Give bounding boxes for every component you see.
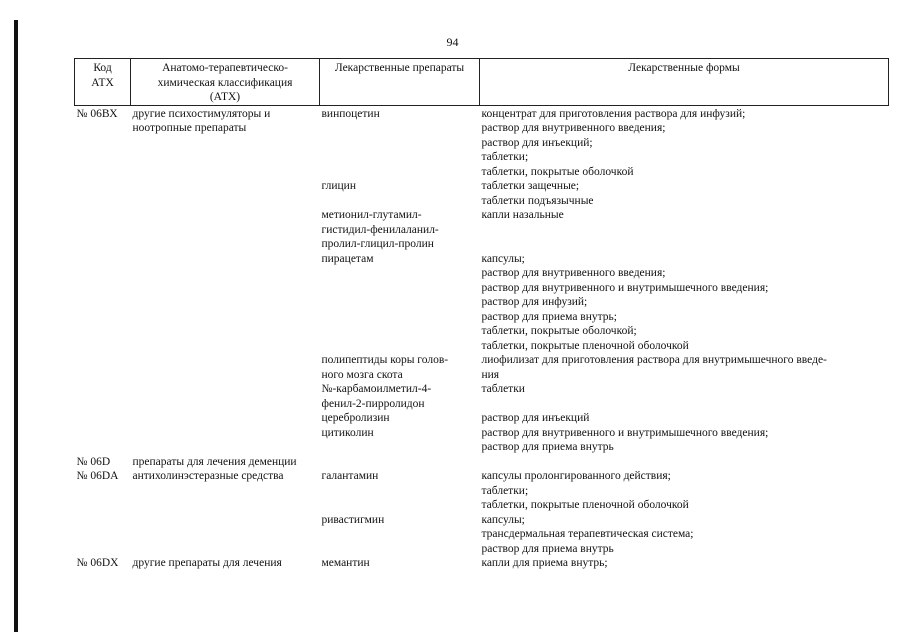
table-row (75, 411, 889, 426)
atc-code-cell (75, 556, 131, 571)
page-binding-bar (14, 20, 18, 632)
dosage-forms-cell (480, 105, 889, 179)
dosage-forms-cell (480, 513, 889, 557)
classification-line: другие психостимуляторы и (132, 107, 271, 120)
drug-name-cell (320, 426, 480, 455)
atc-code-cell (75, 105, 131, 179)
classification-line: препараты для лечения деменции (132, 455, 297, 468)
atc-classification-cell (131, 469, 320, 513)
table-row (75, 105, 889, 179)
dosage-forms-cell (480, 469, 889, 513)
dosage-form-line: капли для приема внутрь; (481, 557, 608, 569)
header-line: Код (93, 62, 112, 74)
dosage-forms-cell (480, 208, 889, 252)
drug-name-cell (320, 455, 480, 470)
dosage-form-line: раствор для приема внутрь (481, 542, 614, 555)
dosage-forms-cell (480, 556, 889, 571)
atc-classification-cell (131, 556, 320, 571)
atc-code-cell (75, 513, 131, 557)
dosage-form-line: лиофилизат для приготовления раствора для внутримышечного введе- (481, 354, 827, 366)
atc-code: № 06ВХ (76, 107, 118, 120)
drug-name-cell (320, 208, 480, 252)
atc-code-cell (75, 469, 131, 513)
atc-classification-cell (131, 513, 320, 557)
page-number: 94 (446, 35, 459, 49)
dosage-form-line: раствор для приема внутрь; (481, 310, 617, 323)
drug-name-cell (320, 469, 480, 513)
table-body (75, 105, 889, 571)
drug-name-line: винпоцетин (321, 107, 380, 120)
dosage-form-line: таблетки (481, 383, 525, 395)
drug-name-line: пролил-глицил-пролин (321, 238, 434, 250)
drug-name-line: фенил-2-пирролидон (321, 397, 425, 410)
atc-code-cell (75, 208, 131, 252)
table-row (75, 455, 889, 470)
dosage-form-line: трансдермальная терапевтическая система; (481, 528, 694, 540)
dosage-form-line: раствор для инъекций (481, 412, 590, 424)
atc-classification-cell (131, 208, 320, 252)
atc-classification-cell (131, 179, 320, 208)
table-row (75, 426, 889, 455)
dosage-form-line: таблетки, покрытые оболочкой; (481, 325, 637, 337)
classification-line: ноотропные препараты (132, 122, 247, 134)
dosage-form-line: таблетки, покрытые пленочной оболочкой (481, 339, 689, 352)
dosage-form-line: раствор для приема внутрь (481, 441, 614, 453)
drug-name-cell (320, 382, 480, 411)
header-dosage-forms: Лекарственные формы (480, 59, 889, 106)
table-row (75, 179, 889, 208)
atc-classification-cell (131, 426, 320, 455)
atc-code-cell (75, 426, 131, 455)
dosage-form-line: раствор для инфузий; (481, 296, 588, 308)
header-line: химическая классификация (157, 76, 293, 89)
dosage-form-line: раствор для инъекций; (481, 136, 593, 149)
dosage-form-line: таблетки; (481, 484, 529, 497)
drug-name-line: галантамин (321, 470, 379, 482)
table-row (75, 513, 889, 557)
dosage-forms-cell (480, 252, 889, 354)
drug-name-cell (320, 513, 480, 557)
dosage-forms-cell (480, 411, 889, 426)
dosage-form-line: таблетки, покрытые оболочкой (481, 165, 634, 178)
atc-code: № 06D (76, 455, 111, 468)
atc-classification-cell (131, 411, 320, 426)
dosage-form-line: капсулы пролонгированного действия; (481, 470, 671, 482)
drug-name-line: №-карбамоилметил-4- (321, 383, 432, 395)
dosage-forms-cell (480, 426, 889, 455)
classification-line: антихолинэстеразные средства (132, 470, 284, 482)
dosage-form-line: таблетки подъязычные (481, 194, 594, 207)
atc-code-cell (75, 382, 131, 411)
drug-name-line: цитиколин (321, 426, 374, 439)
table-row (75, 353, 889, 382)
dosage-form-line: капли назальные (481, 209, 564, 221)
dosage-form-line: раствор для внутривенного и внутримышечного введения; (481, 281, 769, 294)
drug-name-line: глицин (321, 180, 356, 192)
atc-code-cell (75, 411, 131, 426)
dosage-form-line: таблетки; (481, 151, 529, 163)
table-row (75, 382, 889, 411)
atc-code-cell (75, 252, 131, 354)
table-row (75, 252, 889, 354)
drug-name-cell (320, 411, 480, 426)
table-row (75, 556, 889, 571)
drug-name-cell (320, 556, 480, 571)
drug-name-line: пирацетам (321, 252, 374, 265)
atc-code-cell (75, 179, 131, 208)
drug-name-cell (320, 353, 480, 382)
dosage-form-line: раствор для внутривенного и внутримышечного введения; (481, 426, 769, 439)
table-header (75, 59, 889, 106)
dosage-forms-cell (480, 455, 889, 470)
drug-name-line: ного мозга скота (321, 368, 403, 381)
header-atc-code (75, 59, 131, 106)
atc-classification-cell (131, 105, 320, 179)
header-line: Анатомо-терапевтическо- (162, 62, 288, 74)
drug-name-line: мемантин (321, 557, 370, 569)
atc-classification-cell (131, 353, 320, 382)
atc-code: № 06DX (76, 557, 119, 569)
table-row (75, 208, 889, 252)
dosage-form-line: капсулы; (481, 513, 525, 526)
atc-classification-cell (131, 382, 320, 411)
dosage-form-line: раствор для внутривенного введения; (481, 122, 666, 134)
dosage-forms-cell (480, 353, 889, 382)
drug-name-cell (320, 252, 480, 354)
drug-name-line: полипептиды коры голов- (321, 354, 449, 366)
header-line: (АТХ) (209, 91, 241, 103)
dosage-form-line: ния (481, 368, 500, 381)
drug-name-line: гистидил-фенилаланил- (321, 223, 439, 236)
header-drugs: Лекарственные препараты (320, 59, 480, 106)
atc-classification-cell (131, 455, 320, 470)
header-row (75, 59, 889, 106)
drug-name-line: ривастигмин (321, 513, 385, 526)
table-row (75, 469, 889, 513)
dosage-forms-cell (480, 382, 889, 411)
dosage-forms-cell (480, 179, 889, 208)
drug-name-cell (320, 179, 480, 208)
dosage-form-line: раствор для внутривенного введения; (481, 267, 666, 279)
atc-code-cell (75, 455, 131, 470)
dosage-form-line: концентрат для приготовления раствора для инфузий; (481, 107, 746, 120)
drug-classification-table (74, 58, 889, 571)
drug-name-cell (320, 105, 480, 179)
drug-name-line: метионил-глутамил- (321, 209, 422, 221)
header-atc-classification (131, 59, 320, 106)
dosage-form-line: капсулы; (481, 252, 525, 265)
header-line: АТХ (91, 76, 114, 89)
atc-code: № 06DA (76, 470, 119, 482)
atc-classification-cell (131, 252, 320, 354)
classification-line: другие препараты для лечения (132, 557, 282, 569)
dosage-form-line: таблетки защечные; (481, 180, 580, 192)
dosage-form-line: таблетки, покрытые пленочной оболочкой (481, 499, 689, 511)
atc-code-cell (75, 353, 131, 382)
drug-name-line: церебролизин (321, 412, 390, 424)
